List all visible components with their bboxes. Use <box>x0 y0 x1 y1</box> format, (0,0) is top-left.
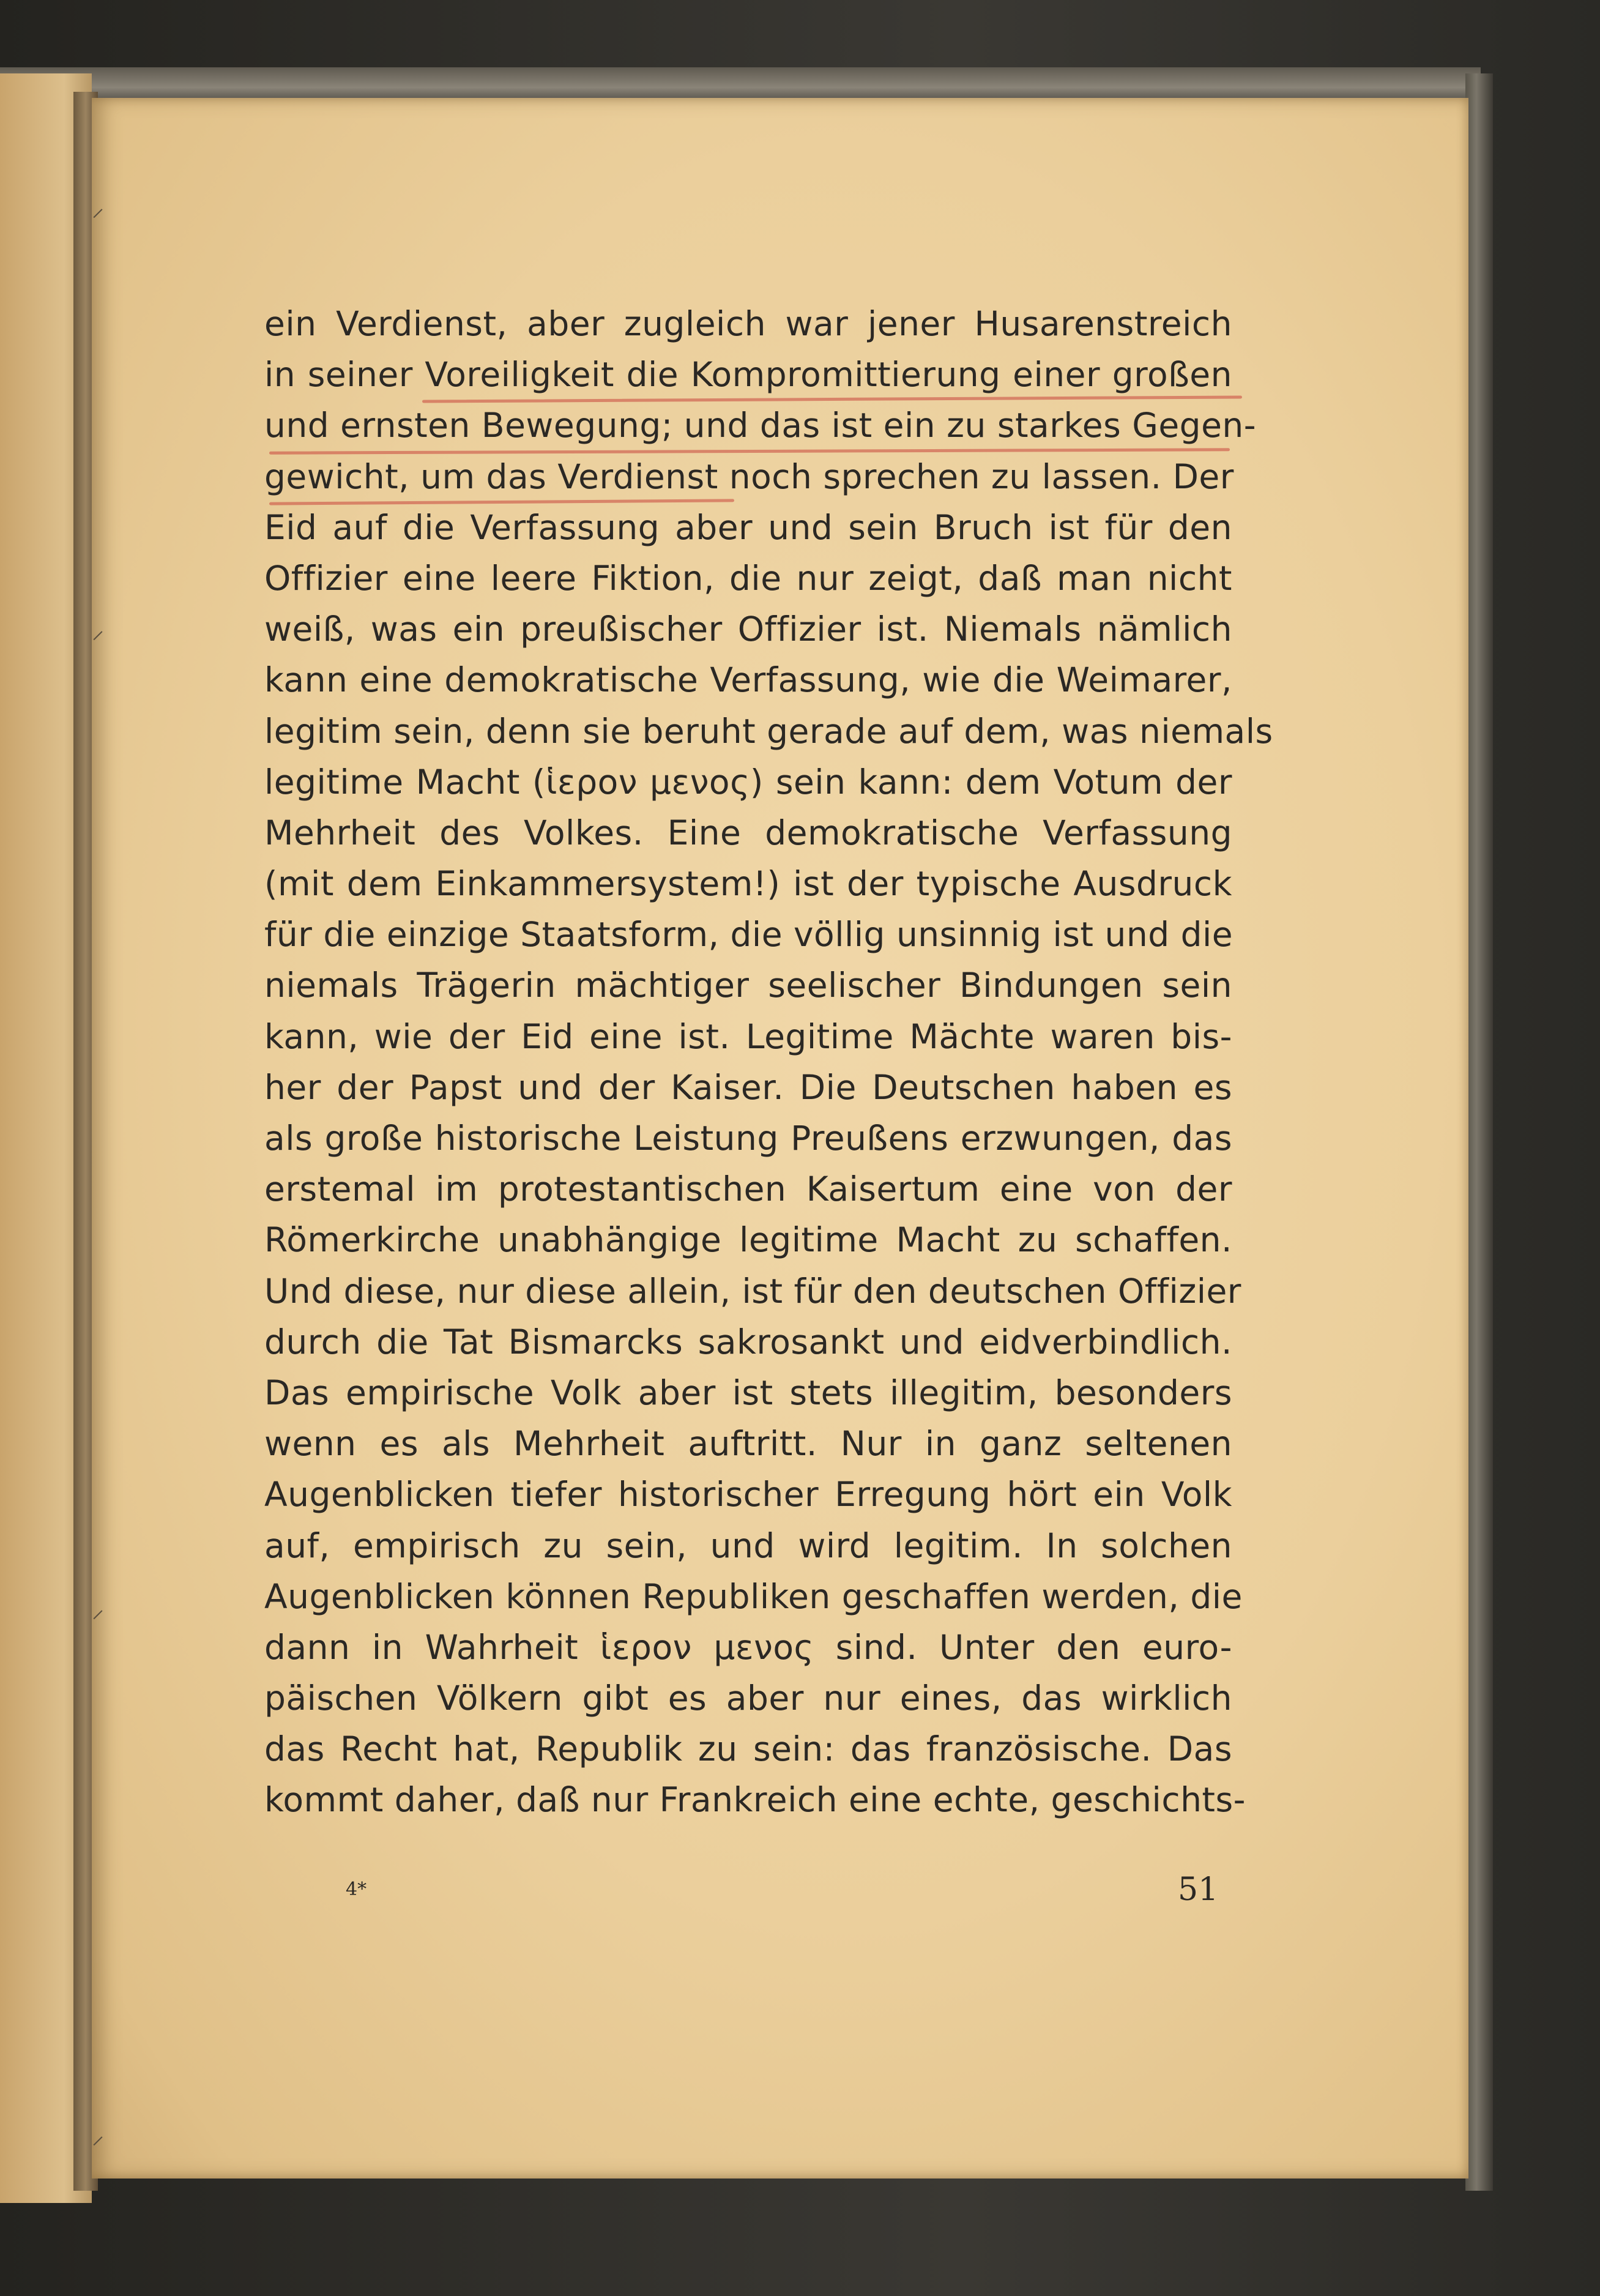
text-line: erstemal im protestantischen Kaisertum eine von der <box>264 1169 1232 1209</box>
text-line: wenn es als Mehrheit auftritt. Nur in ganz seltenen <box>264 1424 1232 1464</box>
text-line: kommt daher, daß nur Frankreich eine echte, geschichts- <box>264 1780 1246 1820</box>
text-line: und ernsten Bewegung; und das ist ein zu starkes Gegen- <box>264 406 1257 445</box>
text-line: Offizier eine leere Fiktion, die nur zeigt, daß man nicht <box>264 558 1232 598</box>
margin-mark: ⸝ <box>92 194 104 222</box>
text-line: ein Verdienst, aber zugleich war jener Husarenstreich <box>264 304 1232 343</box>
text-line: (mit dem Einkammersystem!) ist der typische Ausdruck <box>264 864 1232 904</box>
text-line: Und diese, nur diese allein, ist für den deutschen Offizier <box>264 1271 1241 1311</box>
text-line: Das empirische Volk aber ist stets illegitim, besonders <box>264 1373 1232 1412</box>
text-line: durch die Tat Bismarcks sakrosankt und eidverbindlich. <box>264 1322 1232 1362</box>
text-line: kann eine demokratische Verfassung, wie die Weimarer, <box>264 660 1232 700</box>
body-text <box>264 299 1273 1826</box>
text-line: päischen Völkern gibt es aber nur eines, das wirklich <box>264 1679 1232 1718</box>
text-line: Augenblicken können Republiken geschaffen werden, die <box>264 1576 1243 1616</box>
signature-mark: 4* <box>346 1879 367 1900</box>
text-line: her der Papst und der Kaiser. Die Deutschen haben es <box>264 1067 1232 1107</box>
text-line: Mehrheit des Volkes. Eine demokratische Verfassung <box>264 813 1232 852</box>
text-line: das Recht hat, Republik zu sein: das französische. Das <box>264 1729 1232 1769</box>
text-line: als große historische Leistung Preußens erzwungen, das <box>264 1119 1232 1158</box>
margin-mark: ⸝ <box>92 2122 104 2150</box>
text-line: dann in Wahrheit ἱερον μενος sind. Unter den euro- <box>264 1627 1232 1667</box>
page-number: 51 <box>1178 1871 1219 1908</box>
text-line: weiß, was ein preußischer Offizier ist. Niemals nämlich <box>264 609 1232 649</box>
text-line: gewicht, um das Verdienst noch sprechen zu lassen. Der <box>264 457 1234 496</box>
text-line: Eid auf die Verfassung aber und sein Bruch ist für den <box>264 507 1232 547</box>
text-line: legitime Macht (ἱερον μενος) sein kann: dem Votum der <box>264 762 1232 802</box>
text-line: kann, wie der Eid eine ist. Legitime Mächte waren bis- <box>264 1016 1232 1056</box>
text-line: Augenblicken tiefer historischer Erregung hört ein Volk <box>264 1475 1232 1515</box>
text-line: niemals Trägerin mächtiger seelischer Bindungen sein <box>264 966 1232 1005</box>
margin-mark: ⸝ <box>92 1595 104 1623</box>
text-line: auf, empirisch zu sein, und wird legitim. In solchen <box>264 1526 1232 1565</box>
book-cover-right-edge <box>1465 73 1493 2191</box>
margin-mark: ⸝ <box>92 616 104 644</box>
text-line: in seiner Voreiligkeit die Kompromittierung einer großen <box>264 355 1232 395</box>
text-line: für die einzige Staatsform, die völlig unsinnig ist und die <box>264 915 1233 955</box>
text-line: Römerkirche unabhängige legitime Macht zu schaffen. <box>264 1220 1232 1260</box>
text-line: legitim sein, denn sie beruht gerade auf dem, was niemals <box>264 711 1273 751</box>
